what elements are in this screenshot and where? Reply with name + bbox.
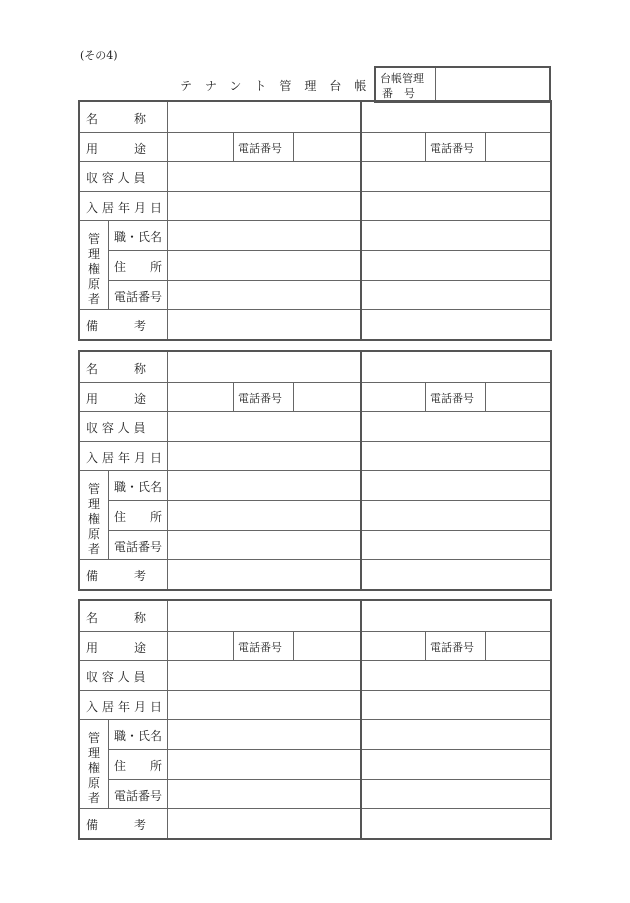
- label-capacity: 収 容 人 員: [86, 421, 146, 436]
- page-number: (その4): [80, 49, 118, 62]
- label-name: 名 称: [86, 362, 147, 376]
- field-manager_phone[interactable]: [168, 780, 360, 808]
- label-title_name: 職・氏名: [114, 230, 163, 245]
- tenant-block-3: [78, 599, 552, 840]
- field-remarks[interactable]: [168, 310, 360, 338]
- label-move_in: 入居年月日: [86, 699, 167, 714]
- field-address[interactable]: [168, 251, 360, 279]
- ledger-number-label: [376, 68, 436, 101]
- field-capacity[interactable]: [168, 412, 360, 440]
- field-capacity[interactable]: [168, 162, 360, 190]
- field-use_left[interactable]: [168, 133, 233, 161]
- field-move_in[interactable]: [168, 442, 360, 470]
- field-use_left[interactable]: [168, 383, 233, 411]
- field-use_right[interactable]: [362, 632, 425, 660]
- label-phone-left: 電話番号: [238, 640, 282, 654]
- field-phone_right[interactable]: [486, 383, 550, 411]
- label-move_in: 入居年月日: [86, 200, 167, 215]
- label-capacity: 収 容 人 員: [86, 670, 146, 685]
- label-name: 名 称: [86, 112, 147, 126]
- field-phone_right[interactable]: [486, 632, 550, 660]
- label-remarks: 備 考: [86, 319, 147, 334]
- label-move_in: 入居年月日: [86, 450, 167, 465]
- label-title_name: 職・氏名: [114, 729, 163, 744]
- phone-cell-divider-l1: [233, 132, 234, 162]
- field-name[interactable]: [168, 353, 360, 381]
- field-title_name[interactable]: [168, 471, 360, 499]
- manager-group-divider: [108, 719, 109, 808]
- label-phone-right: 電話番号: [430, 640, 474, 654]
- label-use: 用 途: [86, 640, 147, 655]
- field-title_name[interactable]: [168, 720, 360, 748]
- field-name[interactable]: [168, 602, 360, 630]
- label-phone-right: 電話番号: [430, 391, 474, 405]
- label-title_name: 職・氏名: [114, 480, 163, 495]
- ledger-label-line1: 台帳管理: [380, 72, 424, 85]
- label-address: 住 所: [114, 260, 163, 274]
- field-phone_left[interactable]: [294, 133, 360, 161]
- field-phone_left[interactable]: [294, 632, 360, 660]
- label-remarks: 備 考: [86, 569, 147, 584]
- label-name: 名 称: [86, 611, 147, 625]
- field-address[interactable]: [168, 750, 360, 778]
- label-address: 住 所: [114, 759, 163, 773]
- field-title_name[interactable]: [168, 221, 360, 249]
- field-move_in[interactable]: [168, 192, 360, 220]
- label-manager_phone: 電話番号: [114, 788, 163, 803]
- field-move_in[interactable]: [168, 691, 360, 719]
- label-manager_phone: 電話番号: [114, 289, 163, 304]
- form-title: テナント管理台帳: [180, 79, 380, 93]
- label-capacity: 収 容 人 員: [86, 171, 146, 186]
- field-manager_phone[interactable]: [168, 281, 360, 309]
- field-use_left[interactable]: [168, 632, 233, 660]
- label-use: 用 途: [86, 141, 147, 156]
- tenant-block-1: [78, 100, 552, 341]
- phone-cell-divider-l1: [233, 631, 234, 661]
- ledger-number-box: [374, 66, 551, 103]
- label-manager-group: 管 理 権 原 者: [87, 731, 100, 806]
- field-use_right[interactable]: [362, 133, 425, 161]
- ledger-label-line2: 番号: [382, 87, 426, 100]
- label-remarks: 備 考: [86, 818, 147, 833]
- field-capacity[interactable]: [168, 661, 360, 689]
- phone-cell-divider-r1: [425, 132, 426, 162]
- label-use: 用 途: [86, 391, 147, 406]
- field-remarks[interactable]: [168, 560, 360, 588]
- field-name[interactable]: [168, 103, 360, 131]
- phone-cell-divider-r1: [425, 382, 426, 412]
- label-address: 住 所: [114, 510, 163, 524]
- field-phone_right[interactable]: [486, 133, 550, 161]
- ledger-number-field[interactable]: [436, 68, 549, 101]
- label-phone-right: 電話番号: [430, 141, 474, 155]
- label-phone-left: 電話番号: [238, 141, 282, 155]
- label-phone-left: 電話番号: [238, 391, 282, 405]
- field-address[interactable]: [168, 501, 360, 529]
- phone-cell-divider-l1: [233, 382, 234, 412]
- manager-group-divider: [108, 220, 109, 309]
- field-remarks[interactable]: [168, 809, 360, 837]
- label-manager_phone: 電話番号: [114, 539, 163, 554]
- label-manager-group: 管 理 権 原 者: [87, 232, 100, 307]
- field-manager_phone[interactable]: [168, 531, 360, 559]
- label-manager-group: 管 理 権 原 者: [87, 482, 100, 557]
- tenant-block-2: [78, 350, 552, 591]
- field-phone_left[interactable]: [294, 383, 360, 411]
- phone-cell-divider-r1: [425, 631, 426, 661]
- field-use_right[interactable]: [362, 383, 425, 411]
- manager-group-divider: [108, 470, 109, 559]
